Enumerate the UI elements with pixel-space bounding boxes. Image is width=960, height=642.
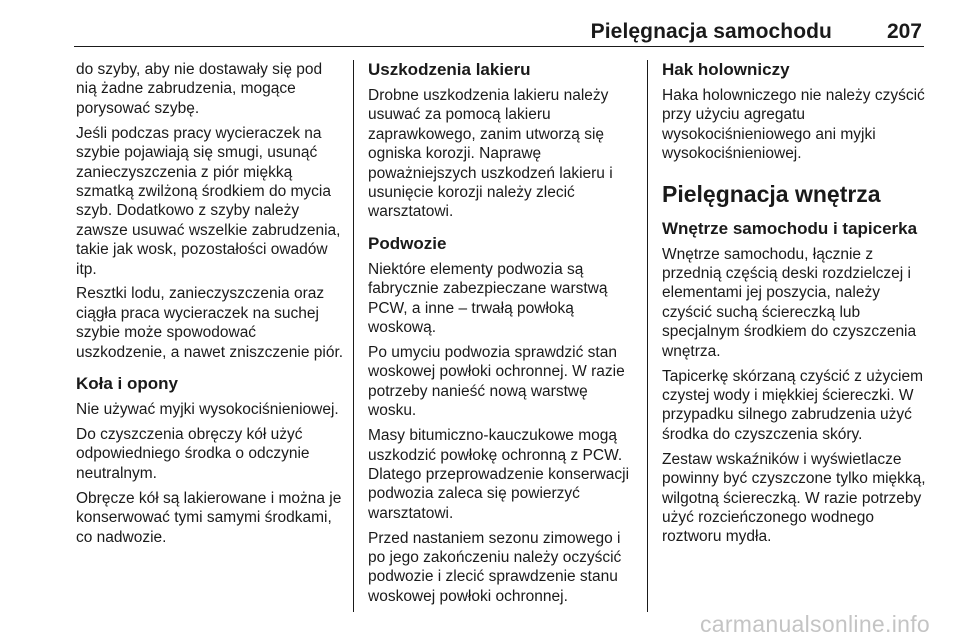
section-heading-underbody: Podwozie	[368, 233, 447, 253]
page-number: 207	[886, 20, 922, 43]
column-divider	[353, 60, 354, 612]
paragraph: Zestaw wskaźników i wyświetlacze powinny być czyszczone tylko miękką, wilgotną ściereczką. W razie potrzeby użyć rozcieńczonego wodnego roztworu mydła.	[662, 450, 926, 546]
subsection-heading-interior: Wnętrze samochodu i tapicerka	[662, 218, 918, 238]
column-1	[76, 60, 346, 612]
paragraph: Haka holowniczego nie należy czyścić przy użyciu agregatu wysokociśnieniowego ani myjki wysokociśnieniowej.	[662, 87, 925, 163]
watermark: carmanualsonline.info	[699, 611, 930, 637]
section-heading-paint: Uszkodzenia lakieru	[368, 60, 531, 79]
page-header	[74, 0, 924, 47]
column-2	[368, 60, 638, 612]
paragraph: Nie używać myjki wysokociśnieniowej.	[76, 401, 339, 419]
section-heading-hitch: Hak holowniczy	[662, 60, 790, 79]
paragraph: Niektóre elementy podwozia są fabrycznie zabezpieczane warstwą PCW, a inne – trwałą powłoką woskową.	[368, 260, 608, 337]
paragraph: Przed nastaniem sezonu zimowego i po jego zakończeniu należy oczyścić podwozie i zlecić sprawdzenie stanu woskowej powłoki ochronnej.	[368, 529, 622, 605]
paragraph: Tapicerkę skórzaną czyścić z użyciem czystej wody i miękkiej ściereczki. W przypadku silnego zabrudzenia użyć środka do czyszczenia skóry.	[662, 367, 923, 443]
paragraph: Jeśli podczas pracy wycieraczek na szybie pojawiają się smugi, usunąć zanieczyszczenia z piór miękką szmatką zwilżoną środkiem do mycia szyb. Dodatkowo z szyby należy zawsze usuwać wszelkie zabrudzenia, takie jak wosk, pozostałości owadów itp.	[76, 124, 341, 278]
section-heading-wheels: Koła i opony	[76, 374, 178, 394]
paragraph: Do czyszczenia obręczy kół użyć odpowiedniego środka o odczynie neutralnym.	[76, 426, 310, 482]
column-3	[662, 60, 930, 612]
paragraph: Drobne uszkodzenia lakieru należy usuwać za pomocą lakieru zaprawkowego, zanim utworzą się ogniska korozji. Naprawę poważniejszych uszkodzeń lakieru i usunięcie korozji należy zlecić warsztatowi.	[368, 87, 613, 221]
paragraph: Masy bitumiczno-kauczukowe mogą uszkodzić powłokę ochronną z PCW. Dlatego przeprowadzenie konserwacji podwozia zaleca się powierzyć warsztatowi.	[368, 427, 630, 522]
chapter-title: Pielęgnacja samochodu	[590, 20, 832, 43]
chapter-heading-interior-care: Pielęgnacja wnętrza	[662, 180, 881, 207]
paragraph: Obręcze kół są lakierowane i można je konserwować tymi samymi środkami, co nadwozie.	[76, 489, 342, 546]
paragraph: Resztki lodu, zanieczyszczenia oraz ciągła praca wycieraczek na suchej szybie może spowodować uszkodzenie, a nawet zniszczenie piór.	[76, 285, 344, 361]
column-divider	[647, 60, 648, 612]
paragraph: Wnętrze samochodu, łącznie z przednią częścią deski rozdzielczej i elementami jej poszycia, należy czyścić suchą ściereczką lub specjalnym środkiem do czyszczenia wnętrza.	[662, 245, 917, 360]
paragraph: Po umyciu podwozia sprawdzić stan woskowej powłoki ochronnej. W razie potrzeby nanieść nową warstwę wosku.	[368, 343, 625, 420]
paragraph: do szyby, aby nie dostawały się pod nią żadne zabrudzenia, mogące porysować szybę.	[76, 61, 323, 117]
